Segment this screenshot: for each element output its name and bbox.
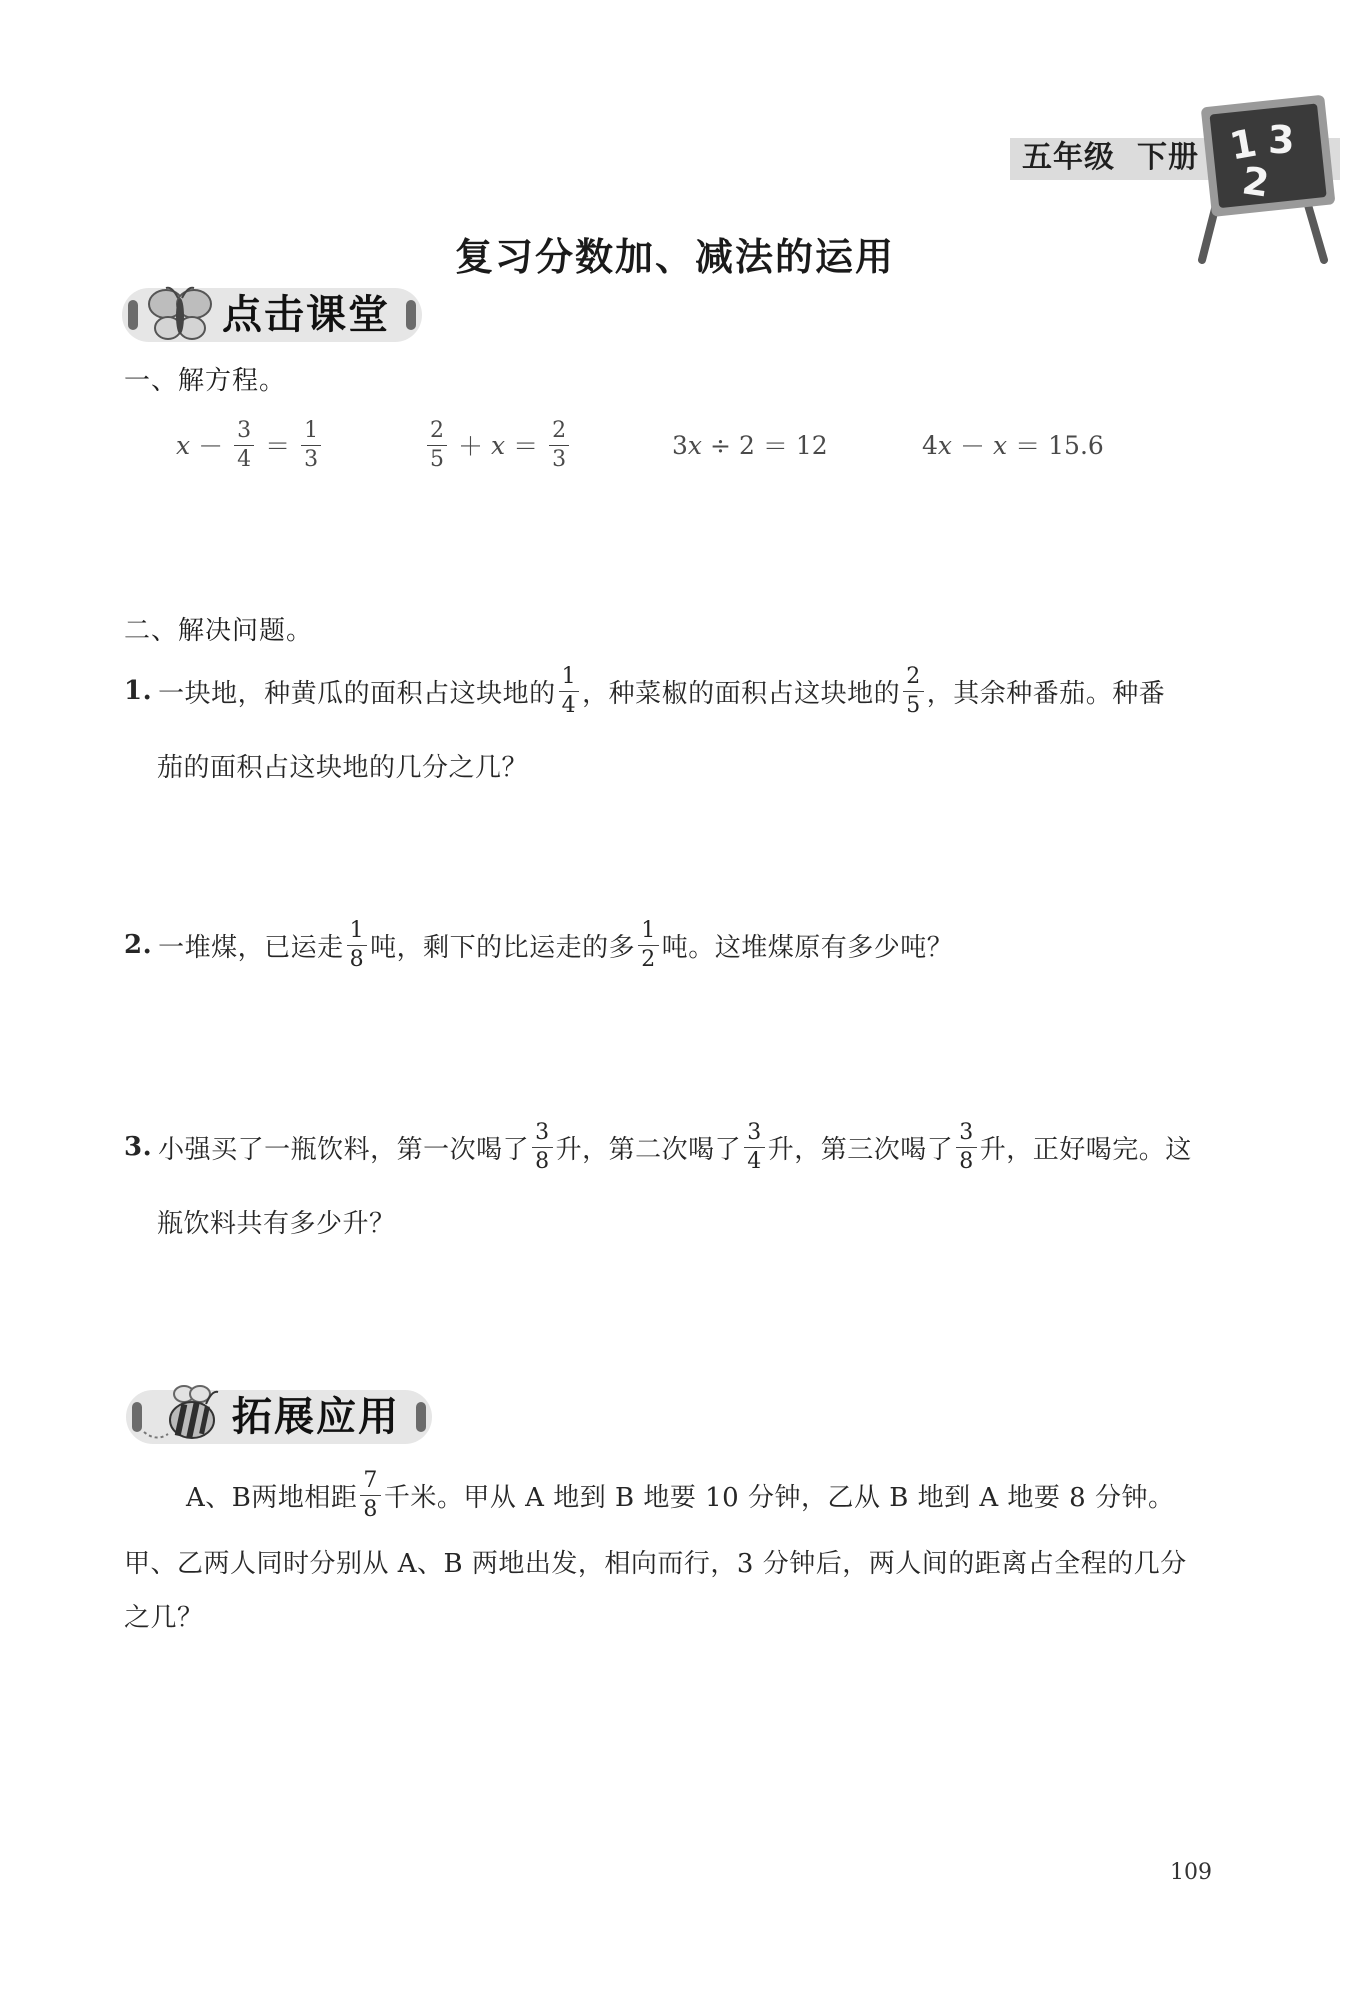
eq2-fraction-1 xyxy=(427,417,447,472)
eq3-divisor: 2 xyxy=(738,430,755,460)
problem-1-line-2: 茄的面积占这块地的几分之几？ xyxy=(157,752,529,783)
extension-line-2: 甲、乙两人同时分别从 A、B 两地出发，相向而行，3 分钟后，两人间的距离占全程的几分 xyxy=(124,1548,1187,1579)
extension-text-2: 千米。甲从 A 地到 B 地要 10 分钟，乙从 B 地到 A 地要 8 分钟。 xyxy=(383,1482,1175,1513)
eq1-f1-den: 4 xyxy=(234,445,254,471)
problem-3-text-2: 升，第二次喝了 xyxy=(555,1134,742,1165)
problem-1-text-3: ，其余种番茄。种番 xyxy=(926,678,1166,709)
heading-solve-equations: 一、解方程。 xyxy=(124,366,287,396)
problem-2-text-2: 吨，剩下的比运走的多 xyxy=(370,932,636,963)
eq1-f2-den: 3 xyxy=(301,445,321,471)
p3-f3-num: 3 xyxy=(959,1119,974,1145)
eq2-f1-den: 5 xyxy=(427,445,447,471)
eq4-coef: 4 xyxy=(922,430,938,460)
p1-f1-num: 1 xyxy=(561,663,577,689)
problem-3-text-3: 升，第三次喝了 xyxy=(767,1134,954,1165)
problem-2-text-3: 吨。这堆煤原有多少吨？ xyxy=(661,932,954,963)
eq2-plus: ＋ xyxy=(458,432,484,461)
section-banner-classroom xyxy=(122,288,422,342)
eq4-var: x xyxy=(937,430,953,460)
grade-label xyxy=(1022,136,1199,180)
equation-4 xyxy=(922,410,1104,480)
banner-label-classroom: 点击课堂 xyxy=(222,292,390,338)
problem-2-fraction-1 xyxy=(347,917,368,972)
eq2-equals: ＝ xyxy=(513,432,539,461)
extension-line-3: 之几？ xyxy=(124,1602,204,1633)
eq3-divide: ÷ xyxy=(710,430,731,460)
problem-1-line-1 xyxy=(124,656,1244,726)
eq4-equals: ＝ xyxy=(1015,432,1041,461)
eq4-rhs: 15.6 xyxy=(1048,430,1104,460)
equation-2 xyxy=(424,410,572,480)
problem-3-text-1: 小强买了一瓶饮料，第一次喝了 xyxy=(158,1134,530,1165)
problem-3-fraction-2 xyxy=(744,1119,765,1174)
volume-text: 下册 xyxy=(1137,140,1199,175)
problem-3-line-1 xyxy=(124,1112,1244,1182)
equation-1 xyxy=(176,410,324,480)
problem-3-line-2: 瓶饮料共有多少升？ xyxy=(157,1208,396,1239)
eq2-f2-den: 3 xyxy=(549,445,569,471)
eq3-coef: 3 xyxy=(672,430,688,460)
eq3-equals: ＝ xyxy=(762,432,788,461)
eq3-rhs: 12 xyxy=(795,430,828,460)
banner-label-extension: 拓展应用 xyxy=(232,1394,400,1440)
p3-f1-den: 8 xyxy=(532,1147,553,1173)
p3-f1-num: 3 xyxy=(535,1119,550,1145)
section-banner-extension xyxy=(126,1390,432,1444)
eq3-var: x xyxy=(687,430,703,460)
eq4-var2: x xyxy=(993,430,1008,460)
page-title: 复习分数加、减法的运用 xyxy=(454,235,895,279)
extension-line-1 xyxy=(186,1460,1306,1530)
eq2-f2-num: 2 xyxy=(552,417,567,443)
banner-cap-left xyxy=(128,300,138,330)
eq1-f2-num: 1 xyxy=(304,417,319,443)
banner-cap-right xyxy=(416,1402,426,1432)
eq2-f1-num: 2 xyxy=(430,417,444,443)
p2-f1-num: 1 xyxy=(349,917,365,943)
board-digit-1: 1 xyxy=(1226,120,1260,169)
p3-f2-den: 4 xyxy=(744,1147,765,1173)
heading-solve-problems: 二、解决问题。 xyxy=(124,616,314,646)
problem-1-fraction-2 xyxy=(903,663,924,718)
banner-cap-right xyxy=(406,300,416,330)
ext-f1-num: 7 xyxy=(363,1467,378,1493)
board-digit-2: 2 xyxy=(1239,158,1272,206)
problem-1-fraction-1 xyxy=(559,663,580,718)
p1-f1-den: 4 xyxy=(559,691,580,717)
ext-f1-den: 8 xyxy=(360,1495,381,1521)
eq1-minus: － xyxy=(198,432,224,461)
bee-icon xyxy=(140,1382,230,1448)
eq1-fraction-1 xyxy=(234,417,254,472)
extension-fraction-1 xyxy=(360,1467,381,1522)
p2-f1-den: 8 xyxy=(347,945,368,971)
eq1-fraction-2 xyxy=(301,417,321,472)
p2-f2-den: 2 xyxy=(638,945,659,971)
p1-f2-den: 5 xyxy=(903,691,924,717)
eq1-f1-num: 3 xyxy=(237,417,252,443)
eq1-var: x xyxy=(176,430,191,460)
problem-3-text-4: 升，正好喝完。这 xyxy=(979,1134,1192,1165)
p3-f2-num: 3 xyxy=(747,1119,762,1145)
eq2-fraction-2 xyxy=(549,417,569,472)
problem-3-fraction-1 xyxy=(532,1119,553,1174)
equation-3 xyxy=(672,410,828,480)
extension-text-1: A、B两地相距 xyxy=(186,1482,358,1513)
problem-1-text-1: 一块地，种黄瓜的面积占这块地的 xyxy=(158,678,556,709)
grade-text: 五年级 xyxy=(1022,140,1115,175)
page-number: 109 xyxy=(1170,1860,1212,1885)
eq2-var: x xyxy=(491,430,506,460)
p3-f3-den: 8 xyxy=(956,1147,977,1173)
problem-2-line-1 xyxy=(124,910,1244,980)
p2-f2-num: 1 xyxy=(641,917,656,943)
eq4-minus: － xyxy=(960,432,986,461)
p1-f2-num: 2 xyxy=(906,663,921,689)
board-digit-3: 3 xyxy=(1268,118,1295,162)
problem-2-number: 2. xyxy=(124,930,153,960)
problem-3-number: 3. xyxy=(124,1132,153,1162)
eq1-equals: ＝ xyxy=(265,432,291,461)
butterfly-icon xyxy=(144,284,216,346)
problem-2-text-1: 一堆煤，已运走 xyxy=(158,932,344,963)
problem-1-text-2: ，种菜椒的面积占这块地的 xyxy=(582,678,901,709)
problem-2-fraction-2 xyxy=(638,917,659,972)
problem-1-number: 1. xyxy=(124,676,153,706)
problem-3-fraction-3 xyxy=(956,1119,977,1174)
